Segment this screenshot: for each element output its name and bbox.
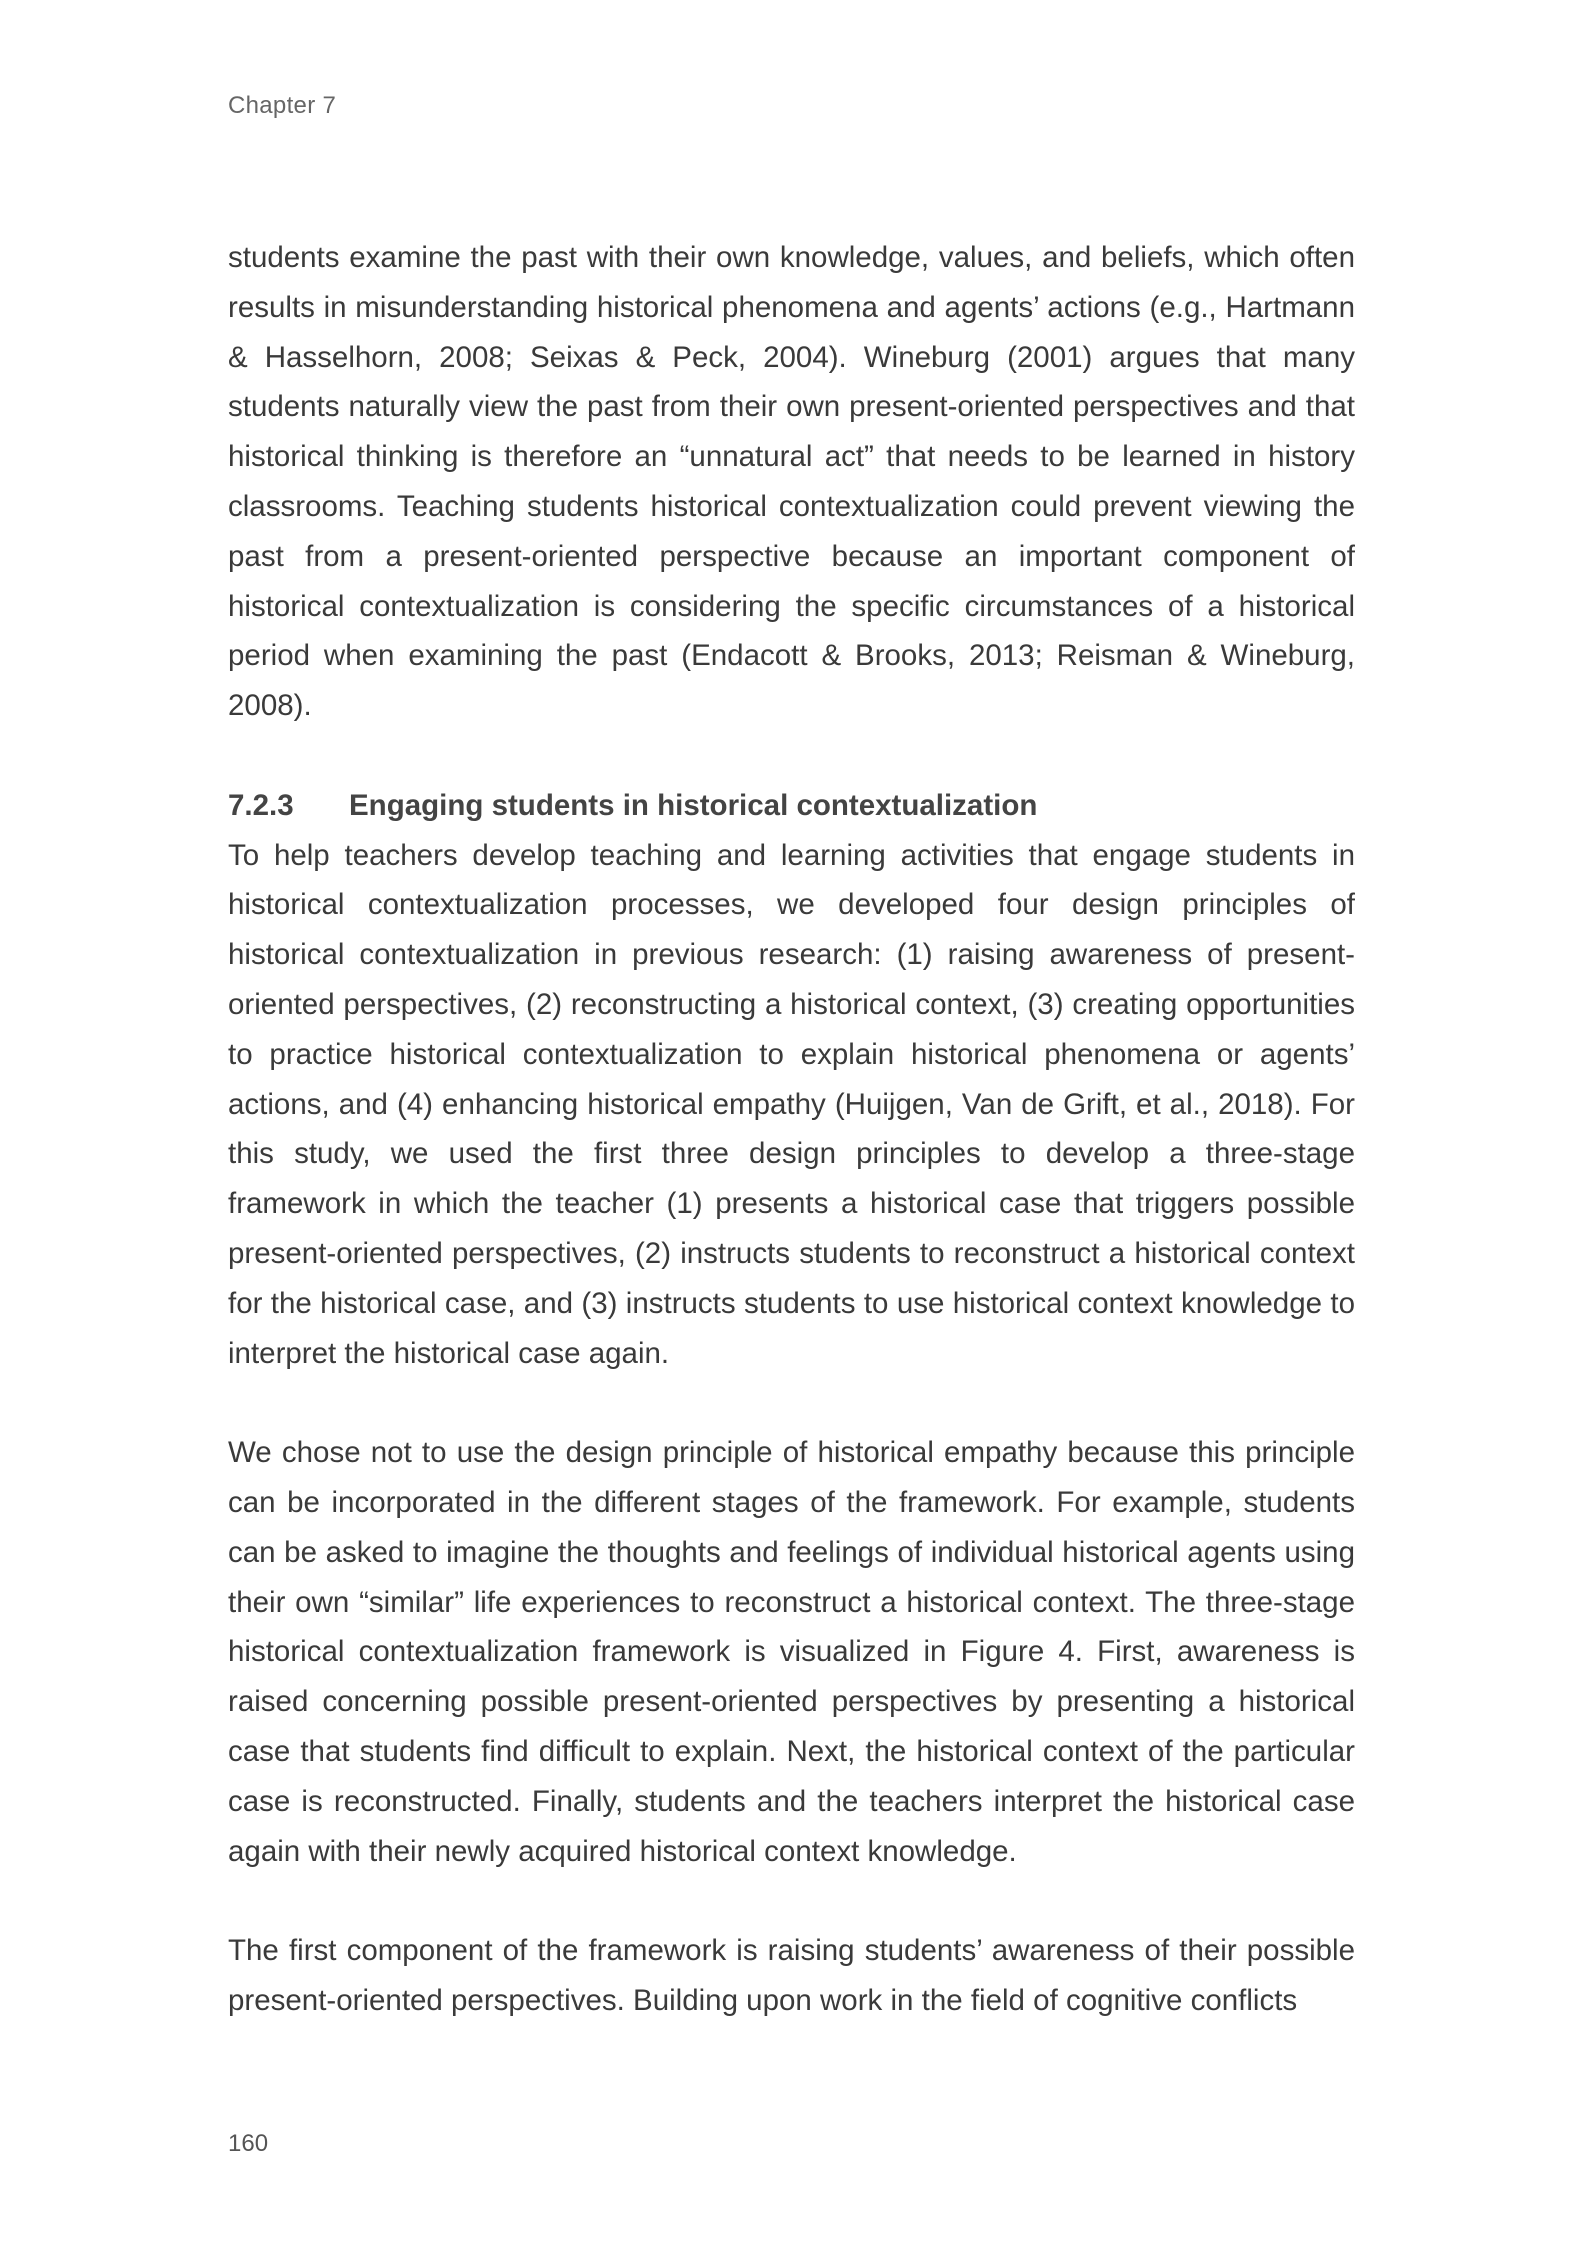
paragraph: We chose not to use the design principle of historical empathy because this principle can be incorporated in the different stages of the framework. For example, students can be asked to imagine the thoughts and feelings of individual historical agents using their own “similar” life experiences to reconstruct a historical context. The three-stage historical contextualization framework is visualized in Figure 4. First, awareness is raised concerning possible present-oriented perspectives by presenting a historical case that students find difficult to explain. Next, the historical context of the particular case is reconstructed. Finally, students and the teachers interpret the historical case again with their newly acquired historical context knowledge. <box>228 1436 1355 1868</box>
section-heading <box>228 781 1355 831</box>
section-title: Engaging students in historical contextualization <box>349 788 1038 822</box>
body-text <box>228 233 1355 2026</box>
paragraph: students examine the past with their own knowledge, values, and beliefs, which often results in misunderstanding historical phenomena and agents’ actions (e.g., Hartmann & Hasselhorn, 2008; Seixas & Peck, 2004). Wineburg (2001) argues that many students naturally view the past from their own present-oriented perspectives and that historical thinking is therefore an “unnatural act” that needs to be learned in history classrooms. Teaching students historical contextualization could prevent viewing the past from a present-oriented perspective because an important component of historical contextualization is considering the specific circumstances of a historical period when examining the past (Endacott & Brooks, 2013; Reisman & Wineburg, 2008). <box>228 241 1355 723</box>
paragraph: The first component of the framework is raising students’ awareness of their possible present-oriented perspectives. Building upon work in the field of cognitive conflicts <box>228 1934 1355 2017</box>
page-number: 160 <box>228 2130 269 2157</box>
running-head: Chapter 7 <box>228 92 337 119</box>
paragraph: To help teachers develop teaching and learning activities that engage students in historical contextualization processes, we developed four design principles of historical contextualization in previous research: (1) raising awareness of present-oriented perspectives, (2) reconstructing a historical context, (3) creating opportunities to practice historical contextualization to explain historical phenomena or agents’ actions, and (4) enhancing historical empathy (Huijgen, Van de Grift, et al., 2018). For this study, we used the first three design principles to develop a three-stage framework in which the teacher (1) presents a historical case that triggers possible present-oriented perspectives, (2) instructs students to reconstruct a historical context for the historical case, and (3) instructs students to use historical context knowledge to interpret the historical case again. <box>228 838 1355 1370</box>
section-number: 7.2.3 <box>228 788 294 822</box>
